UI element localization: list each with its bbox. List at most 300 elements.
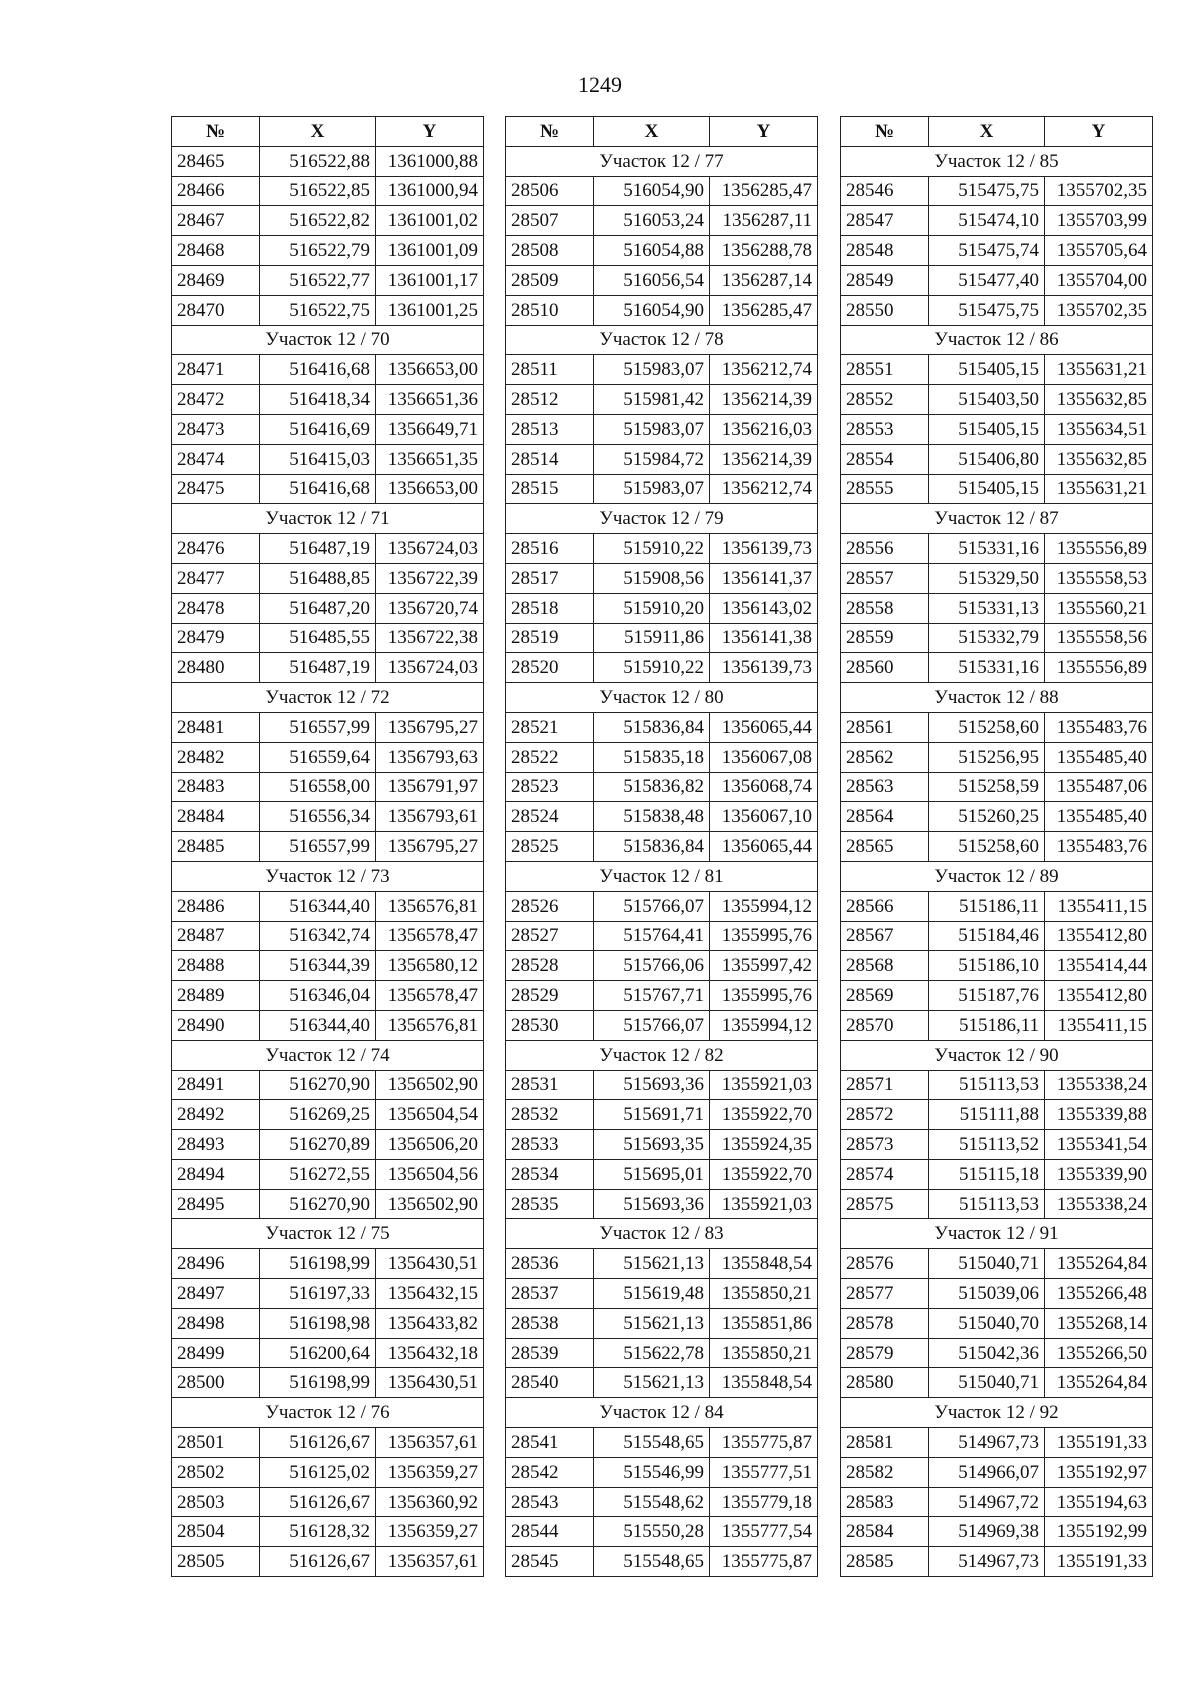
- point-number: 28582: [841, 1457, 929, 1487]
- table-row: [506, 355, 818, 385]
- x-coordinate: 515983,07: [594, 474, 710, 504]
- table-row: [172, 414, 484, 444]
- x-coordinate: 515548,65: [594, 1547, 710, 1577]
- point-number: 28495: [172, 1189, 260, 1219]
- point-number: 28501: [172, 1428, 260, 1458]
- section-title: Участок 12 / 79: [506, 504, 818, 534]
- x-coordinate: 516559,64: [260, 742, 376, 772]
- x-coordinate: 516270,90: [260, 1189, 376, 1219]
- point-number: 28552: [841, 385, 929, 415]
- section-row: [172, 504, 484, 534]
- point-number: 28493: [172, 1130, 260, 1160]
- point-number: 28569: [841, 981, 929, 1011]
- x-coordinate: 516344,39: [260, 951, 376, 981]
- y-coordinate: 1356651,36: [376, 385, 484, 415]
- point-number: 28513: [506, 414, 594, 444]
- y-coordinate: 1355558,56: [1045, 623, 1153, 653]
- point-number: 28556: [841, 534, 929, 564]
- y-coordinate: 1356580,12: [376, 951, 484, 981]
- section-title: Участок 12 / 78: [506, 325, 818, 355]
- table-row: [506, 1249, 818, 1279]
- y-coordinate: 1355848,54: [710, 1249, 818, 1279]
- y-coordinate: 1356578,47: [376, 921, 484, 951]
- point-number: 28564: [841, 802, 929, 832]
- table-row: [841, 563, 1153, 593]
- point-number: 28517: [506, 563, 594, 593]
- point-number: 28500: [172, 1368, 260, 1398]
- x-coordinate: 515983,07: [594, 414, 710, 444]
- table-row: [172, 981, 484, 1011]
- y-coordinate: 1355341,54: [1045, 1130, 1153, 1160]
- section-row: [506, 504, 818, 534]
- y-coordinate: 1355779,18: [710, 1487, 818, 1517]
- y-coordinate: 1356722,39: [376, 563, 484, 593]
- section-row: [841, 325, 1153, 355]
- point-number: 28566: [841, 891, 929, 921]
- y-coordinate: 1355556,89: [1045, 534, 1153, 564]
- table-row: [841, 981, 1153, 1011]
- x-coordinate: 516126,67: [260, 1487, 376, 1517]
- point-number: 28581: [841, 1428, 929, 1458]
- y-coordinate: 1355266,48: [1045, 1279, 1153, 1309]
- table-row: [841, 265, 1153, 295]
- table-row: [841, 653, 1153, 683]
- x-coordinate: 516418,34: [260, 385, 376, 415]
- x-coordinate: 515475,74: [929, 236, 1045, 266]
- point-number: 28543: [506, 1487, 594, 1517]
- point-number: 28533: [506, 1130, 594, 1160]
- y-coordinate: 1356357,61: [376, 1547, 484, 1577]
- point-number: 28479: [172, 623, 260, 653]
- table-row: [506, 1130, 818, 1160]
- point-number: 28516: [506, 534, 594, 564]
- section-title: Участок 12 / 80: [506, 683, 818, 713]
- x-coordinate: 515764,41: [594, 921, 710, 951]
- point-number: 28571: [841, 1070, 929, 1100]
- x-coordinate: 516346,04: [260, 981, 376, 1011]
- x-coordinate: 516270,90: [260, 1070, 376, 1100]
- table-row: [841, 891, 1153, 921]
- point-number: 28490: [172, 1010, 260, 1040]
- section-row: [841, 1398, 1153, 1428]
- point-number: 28505: [172, 1547, 260, 1577]
- y-coordinate: 1355264,84: [1045, 1249, 1153, 1279]
- point-number: 28489: [172, 981, 260, 1011]
- point-number: 28578: [841, 1308, 929, 1338]
- table-row: [841, 772, 1153, 802]
- x-coordinate: 515910,20: [594, 593, 710, 623]
- y-coordinate: 1355412,80: [1045, 981, 1153, 1011]
- x-coordinate: 516522,79: [260, 236, 376, 266]
- y-coordinate: 1355702,35: [1045, 295, 1153, 325]
- section-title: Участок 12 / 89: [841, 861, 1153, 891]
- table-row: [172, 1338, 484, 1368]
- section-title: Участок 12 / 86: [841, 325, 1153, 355]
- table-row: [841, 534, 1153, 564]
- point-number: 28529: [506, 981, 594, 1011]
- y-coordinate: 1356287,14: [710, 265, 818, 295]
- table-row: [506, 265, 818, 295]
- table-row: [841, 712, 1153, 742]
- table-row: [841, 1368, 1153, 1398]
- header-number: №: [172, 117, 260, 147]
- table-row: [841, 1130, 1153, 1160]
- y-coordinate: 1355485,40: [1045, 802, 1153, 832]
- y-coordinate: 1355777,54: [710, 1517, 818, 1547]
- y-coordinate: 1355632,85: [1045, 385, 1153, 415]
- y-coordinate: 1355339,90: [1045, 1159, 1153, 1189]
- table-row: [172, 1547, 484, 1577]
- x-coordinate: 516488,85: [260, 563, 376, 593]
- table-row: [172, 176, 484, 206]
- section-title: Участок 12 / 90: [841, 1040, 1153, 1070]
- table-row: [172, 355, 484, 385]
- y-coordinate: 1355995,76: [710, 981, 818, 1011]
- point-number: 28494: [172, 1159, 260, 1189]
- table-row: [506, 1457, 818, 1487]
- point-number: 28482: [172, 742, 260, 772]
- x-coordinate: 515477,40: [929, 265, 1045, 295]
- point-number: 28485: [172, 832, 260, 862]
- point-number: 28558: [841, 593, 929, 623]
- table-row: [506, 1338, 818, 1368]
- point-number: 28475: [172, 474, 260, 504]
- point-number: 28474: [172, 444, 260, 474]
- point-number: 28512: [506, 385, 594, 415]
- y-coordinate: 1355631,21: [1045, 355, 1153, 385]
- y-coordinate: 1356212,74: [710, 474, 818, 504]
- point-number: 28531: [506, 1070, 594, 1100]
- table-row: [506, 474, 818, 504]
- table-row: [506, 1547, 818, 1577]
- point-number: 28506: [506, 176, 594, 206]
- y-coordinate: 1356360,92: [376, 1487, 484, 1517]
- x-coordinate: 516125,02: [260, 1457, 376, 1487]
- table-row: [506, 534, 818, 564]
- section-row: [172, 861, 484, 891]
- x-coordinate: 515258,60: [929, 832, 1045, 862]
- y-coordinate: 1361001,25: [376, 295, 484, 325]
- y-coordinate: 1355704,00: [1045, 265, 1153, 295]
- point-number: 28551: [841, 355, 929, 385]
- point-number: 28478: [172, 593, 260, 623]
- table-row: [841, 295, 1153, 325]
- point-number: 28580: [841, 1368, 929, 1398]
- x-coordinate: 515621,13: [594, 1249, 710, 1279]
- x-coordinate: 515186,11: [929, 891, 1045, 921]
- point-number: 28565: [841, 832, 929, 862]
- point-number: 28515: [506, 474, 594, 504]
- y-coordinate: 1355556,89: [1045, 653, 1153, 683]
- y-coordinate: 1356432,15: [376, 1279, 484, 1309]
- x-coordinate: 515621,13: [594, 1308, 710, 1338]
- x-coordinate: 515619,48: [594, 1279, 710, 1309]
- section-title: Участок 12 / 88: [841, 683, 1153, 713]
- table-row: [506, 1517, 818, 1547]
- x-coordinate: 515475,75: [929, 176, 1045, 206]
- point-number: 28465: [172, 146, 260, 176]
- x-coordinate: 516522,88: [260, 146, 376, 176]
- point-number: 28522: [506, 742, 594, 772]
- point-number: 28570: [841, 1010, 929, 1040]
- x-coordinate: 516522,75: [260, 295, 376, 325]
- section-title: Участок 12 / 77: [506, 146, 818, 176]
- y-coordinate: 1361001,17: [376, 265, 484, 295]
- table-row: [172, 1130, 484, 1160]
- x-coordinate: 515111,88: [929, 1100, 1045, 1130]
- y-coordinate: 1356576,81: [376, 1010, 484, 1040]
- y-coordinate: 1356212,74: [710, 355, 818, 385]
- table-row: [506, 951, 818, 981]
- y-coordinate: 1355191,33: [1045, 1428, 1153, 1458]
- table-row: [841, 742, 1153, 772]
- section-row: [506, 1040, 818, 1070]
- table-row: [841, 1547, 1153, 1577]
- point-number: 28542: [506, 1457, 594, 1487]
- point-number: 28492: [172, 1100, 260, 1130]
- x-coordinate: 515331,16: [929, 653, 1045, 683]
- table-row: [172, 534, 484, 564]
- point-number: 28560: [841, 653, 929, 683]
- y-coordinate: 1355487,06: [1045, 772, 1153, 802]
- point-number: 28518: [506, 593, 594, 623]
- y-coordinate: 1356141,37: [710, 563, 818, 593]
- y-coordinate: 1356504,56: [376, 1159, 484, 1189]
- table-row: [506, 444, 818, 474]
- table-row: [172, 1010, 484, 1040]
- point-number: 28504: [172, 1517, 260, 1547]
- x-coordinate: 516344,40: [260, 1010, 376, 1040]
- y-coordinate: 1356143,02: [710, 593, 818, 623]
- point-number: 28469: [172, 265, 260, 295]
- point-number: 28523: [506, 772, 594, 802]
- x-coordinate: 516416,68: [260, 474, 376, 504]
- table-row: [506, 1159, 818, 1189]
- point-number: 28572: [841, 1100, 929, 1130]
- point-number: 28546: [841, 176, 929, 206]
- point-number: 28508: [506, 236, 594, 266]
- header-x: X: [929, 117, 1045, 147]
- y-coordinate: 1356430,51: [376, 1368, 484, 1398]
- x-coordinate: 515405,15: [929, 414, 1045, 444]
- point-number: 28491: [172, 1070, 260, 1100]
- point-number: 28540: [506, 1368, 594, 1398]
- table-row: [172, 1070, 484, 1100]
- x-coordinate: 515475,75: [929, 295, 1045, 325]
- x-coordinate: 515405,15: [929, 474, 1045, 504]
- point-number: 28577: [841, 1279, 929, 1309]
- section-title: Участок 12 / 76: [172, 1398, 484, 1428]
- point-number: 28549: [841, 265, 929, 295]
- table-row: [172, 1517, 484, 1547]
- point-number: 28502: [172, 1457, 260, 1487]
- x-coordinate: 515039,06: [929, 1279, 1045, 1309]
- point-number: 28520: [506, 653, 594, 683]
- x-coordinate: 515766,06: [594, 951, 710, 981]
- table-row: [506, 176, 818, 206]
- x-coordinate: 516126,67: [260, 1547, 376, 1577]
- y-coordinate: 1355483,76: [1045, 712, 1153, 742]
- point-number: 28499: [172, 1338, 260, 1368]
- y-coordinate: 1355191,33: [1045, 1547, 1153, 1577]
- y-coordinate: 1356285,47: [710, 295, 818, 325]
- section-title: Участок 12 / 92: [841, 1398, 1153, 1428]
- point-number: 28561: [841, 712, 929, 742]
- point-number: 28534: [506, 1159, 594, 1189]
- x-coordinate: 516128,32: [260, 1517, 376, 1547]
- section-row: [506, 683, 818, 713]
- point-number: 28567: [841, 921, 929, 951]
- x-coordinate: 515911,86: [594, 623, 710, 653]
- x-coordinate: 515981,42: [594, 385, 710, 415]
- x-coordinate: 515331,16: [929, 534, 1045, 564]
- y-coordinate: 1356506,20: [376, 1130, 484, 1160]
- point-number: 28525: [506, 832, 594, 862]
- point-number: 28538: [506, 1308, 594, 1338]
- table-row: [506, 385, 818, 415]
- y-coordinate: 1355777,51: [710, 1457, 818, 1487]
- point-number: 28548: [841, 236, 929, 266]
- y-coordinate: 1355850,21: [710, 1338, 818, 1368]
- x-coordinate: 515258,60: [929, 712, 1045, 742]
- x-coordinate: 516054,90: [594, 176, 710, 206]
- y-coordinate: 1355194,63: [1045, 1487, 1153, 1517]
- x-coordinate: 515691,71: [594, 1100, 710, 1130]
- y-coordinate: 1356068,74: [710, 772, 818, 802]
- x-coordinate: 515256,95: [929, 742, 1045, 772]
- table-row: [506, 414, 818, 444]
- x-coordinate: 516342,74: [260, 921, 376, 951]
- table-row: [506, 1308, 818, 1338]
- y-coordinate: 1355775,87: [710, 1428, 818, 1458]
- y-coordinate: 1355705,64: [1045, 236, 1153, 266]
- y-coordinate: 1356287,11: [710, 206, 818, 236]
- point-number: 28559: [841, 623, 929, 653]
- point-number: 28496: [172, 1249, 260, 1279]
- x-coordinate: 515836,84: [594, 712, 710, 742]
- point-number: 28537: [506, 1279, 594, 1309]
- x-coordinate: 516557,99: [260, 712, 376, 742]
- x-coordinate: 516415,03: [260, 444, 376, 474]
- y-coordinate: 1355994,12: [710, 1010, 818, 1040]
- section-row: [841, 1219, 1153, 1249]
- x-coordinate: 515405,15: [929, 355, 1045, 385]
- table-row: [841, 1010, 1153, 1040]
- x-coordinate: 516556,34: [260, 802, 376, 832]
- section-row: [841, 504, 1153, 534]
- x-coordinate: 516054,90: [594, 295, 710, 325]
- y-coordinate: 1355922,70: [710, 1100, 818, 1130]
- x-coordinate: 515546,99: [594, 1457, 710, 1487]
- table-row: [841, 176, 1153, 206]
- y-coordinate: 1356651,35: [376, 444, 484, 474]
- table-row: [172, 772, 484, 802]
- point-number: 28526: [506, 891, 594, 921]
- table-row: [172, 742, 484, 772]
- y-coordinate: 1355995,76: [710, 921, 818, 951]
- y-coordinate: 1356357,61: [376, 1428, 484, 1458]
- y-coordinate: 1355702,35: [1045, 176, 1153, 206]
- table-row: [841, 206, 1153, 236]
- table-row: [172, 1249, 484, 1279]
- table-row: [841, 236, 1153, 266]
- x-coordinate: 515836,82: [594, 772, 710, 802]
- table-row: [506, 295, 818, 325]
- section-row: [841, 146, 1153, 176]
- coordinates-table-2: [505, 116, 818, 1577]
- section-row: [172, 325, 484, 355]
- y-coordinate: 1355192,99: [1045, 1517, 1153, 1547]
- table-row: [172, 295, 484, 325]
- table-row: [506, 1189, 818, 1219]
- section-row: [172, 683, 484, 713]
- point-number: 28579: [841, 1338, 929, 1368]
- x-coordinate: 516272,55: [260, 1159, 376, 1189]
- x-coordinate: 516485,55: [260, 623, 376, 653]
- section-row: [841, 1040, 1153, 1070]
- point-number: 28536: [506, 1249, 594, 1279]
- y-coordinate: 1355848,54: [710, 1368, 818, 1398]
- y-coordinate: 1356653,00: [376, 355, 484, 385]
- y-coordinate: 1355483,76: [1045, 832, 1153, 862]
- y-coordinate: 1355851,86: [710, 1308, 818, 1338]
- section-row: [506, 146, 818, 176]
- point-number: 28530: [506, 1010, 594, 1040]
- point-number: 28532: [506, 1100, 594, 1130]
- x-coordinate: 515693,35: [594, 1130, 710, 1160]
- y-coordinate: 1355997,42: [710, 951, 818, 981]
- y-coordinate: 1355192,97: [1045, 1457, 1153, 1487]
- y-coordinate: 1355338,24: [1045, 1189, 1153, 1219]
- section-row: [506, 325, 818, 355]
- y-coordinate: 1356722,38: [376, 623, 484, 653]
- point-number: 28585: [841, 1547, 929, 1577]
- point-number: 28576: [841, 1249, 929, 1279]
- x-coordinate: 515187,76: [929, 981, 1045, 1011]
- table-row: [506, 981, 818, 1011]
- x-coordinate: 515186,11: [929, 1010, 1045, 1040]
- y-coordinate: 1356791,97: [376, 772, 484, 802]
- x-coordinate: 514967,73: [929, 1547, 1045, 1577]
- y-coordinate: 1356502,90: [376, 1070, 484, 1100]
- y-coordinate: 1356578,47: [376, 981, 484, 1011]
- x-coordinate: 516522,77: [260, 265, 376, 295]
- y-coordinate: 1355994,12: [710, 891, 818, 921]
- point-number: 28554: [841, 444, 929, 474]
- section-row: [506, 861, 818, 891]
- point-number: 28481: [172, 712, 260, 742]
- point-number: 28510: [506, 295, 594, 325]
- x-coordinate: 514966,07: [929, 1457, 1045, 1487]
- point-number: 28471: [172, 355, 260, 385]
- y-coordinate: 1361000,94: [376, 176, 484, 206]
- x-coordinate: 515693,36: [594, 1070, 710, 1100]
- point-number: 28584: [841, 1517, 929, 1547]
- y-coordinate: 1356359,27: [376, 1517, 484, 1547]
- table-row: [172, 1457, 484, 1487]
- y-coordinate: 1355922,70: [710, 1159, 818, 1189]
- table-row: [841, 474, 1153, 504]
- table-header-row: [172, 117, 484, 147]
- x-coordinate: 515329,50: [929, 563, 1045, 593]
- y-coordinate: 1355775,87: [710, 1547, 818, 1577]
- point-number: 28544: [506, 1517, 594, 1547]
- x-coordinate: 515186,10: [929, 951, 1045, 981]
- point-number: 28507: [506, 206, 594, 236]
- x-coordinate: 515113,52: [929, 1130, 1045, 1160]
- table-row: [841, 414, 1153, 444]
- y-coordinate: 1356065,44: [710, 832, 818, 862]
